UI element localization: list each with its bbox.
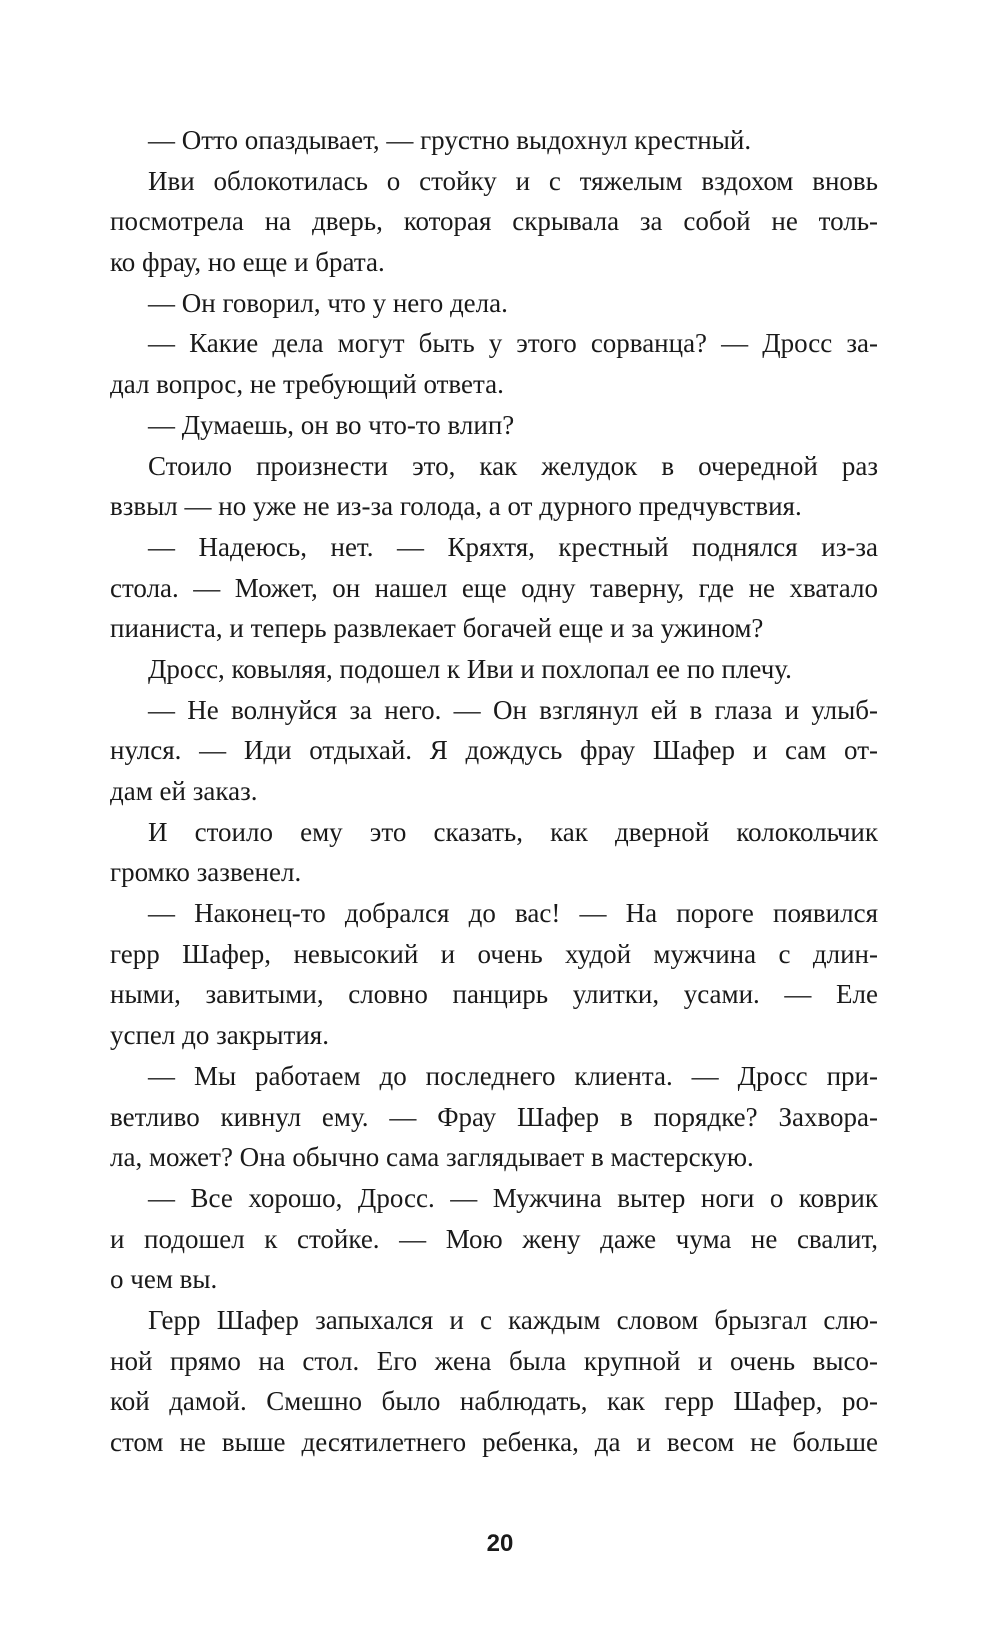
- text-line: и подошел к стойке. — Мою жену даже чума не свалит,: [110, 1223, 878, 1254]
- text-line: дал вопрос, не требующий ответа.: [110, 369, 504, 400]
- text-line: посмотрела на дверь, которая скрывала за собой не толь-: [110, 206, 878, 237]
- text-line: дам ей заказ.: [110, 776, 258, 806]
- text-line: взвыл — но уже не из-за голода, а от дурного предчувствия.: [110, 491, 802, 522]
- text-line: — Думаешь, он во что-то влип?: [148, 409, 515, 440]
- text-line: успел до закрытия.: [110, 1020, 329, 1051]
- text-line: Стоило произнести это, как желудок в очередной раз: [148, 450, 878, 481]
- text-line: — Не волнуйся за него. — Он взглянул ей в глаза и улыб-: [148, 694, 878, 725]
- text-line: Герр Шафер запыхался и с каждым словом брызгал слю-: [148, 1304, 878, 1335]
- text-line: нулся. — Иди отдыхай. Я дождусь фрау Шафер и сам от-: [110, 735, 878, 766]
- text-line: о чем вы.: [110, 1264, 218, 1295]
- text-line: — Какие дела могут быть у этого сорванца? — Дросс за-: [148, 328, 878, 359]
- text-line: И стоило ему это сказать, как дверной колокольчик: [148, 816, 878, 847]
- text-line: — Все хорошо, Дросс. — Мужчина вытер ноги о коврик: [148, 1182, 878, 1213]
- page-body: [110, 120, 878, 1463]
- text-line: кой дамой. Смешно было наблюдать, как герр Шафер, ро-: [110, 1386, 878, 1417]
- text-line: ко фрау, но еще и брата.: [110, 247, 385, 278]
- text-line: стом не выше десятилетнего ребенка, да и весом не больше: [110, 1427, 878, 1457]
- text-line: — Отто опаздывает, — грустно выдохнул крестный.: [148, 125, 752, 155]
- text-line: — Мы работаем до последнего клиента. — Дросс при-: [148, 1060, 878, 1091]
- text-line: — Надеюсь, нет. — Кряхтя, крестный поднялся из-за: [148, 531, 878, 562]
- text-line: стола. — Может, он нашел еще одну таверну, где не хватало: [110, 572, 878, 603]
- text-line: ной прямо на стол. Его жена была крупной и очень высо-: [110, 1345, 878, 1376]
- text-line: Дросс, ковыляя, подошел к Иви и похлопал ее по плечу.: [148, 653, 792, 684]
- text-line: — Наконец-то добрался до вас! — На пороге появился: [148, 898, 878, 929]
- text-line: ными, завитыми, словно панцирь улитки, усами. — Еле: [110, 979, 878, 1010]
- text-line: ветливо кивнул ему. — Фрау Шафер в порядке? Захвора-: [110, 1101, 878, 1132]
- text-line: герр Шафер, невысокий и очень худой мужчина с длин-: [110, 938, 878, 969]
- page-number: 20: [486, 1530, 514, 1557]
- text-line: — Он говорил, что у него дела.: [148, 287, 508, 318]
- text-line: ла, может? Она обычно сама заглядывает в мастерскую.: [110, 1142, 754, 1173]
- text-line: громко зазвенел.: [110, 857, 302, 888]
- text-line: Иви облокотилась о стойку и с тяжелым вздохом вновь: [148, 165, 878, 196]
- text-line: пианиста, и теперь развлекает богачей еще и за ужином?: [110, 613, 764, 644]
